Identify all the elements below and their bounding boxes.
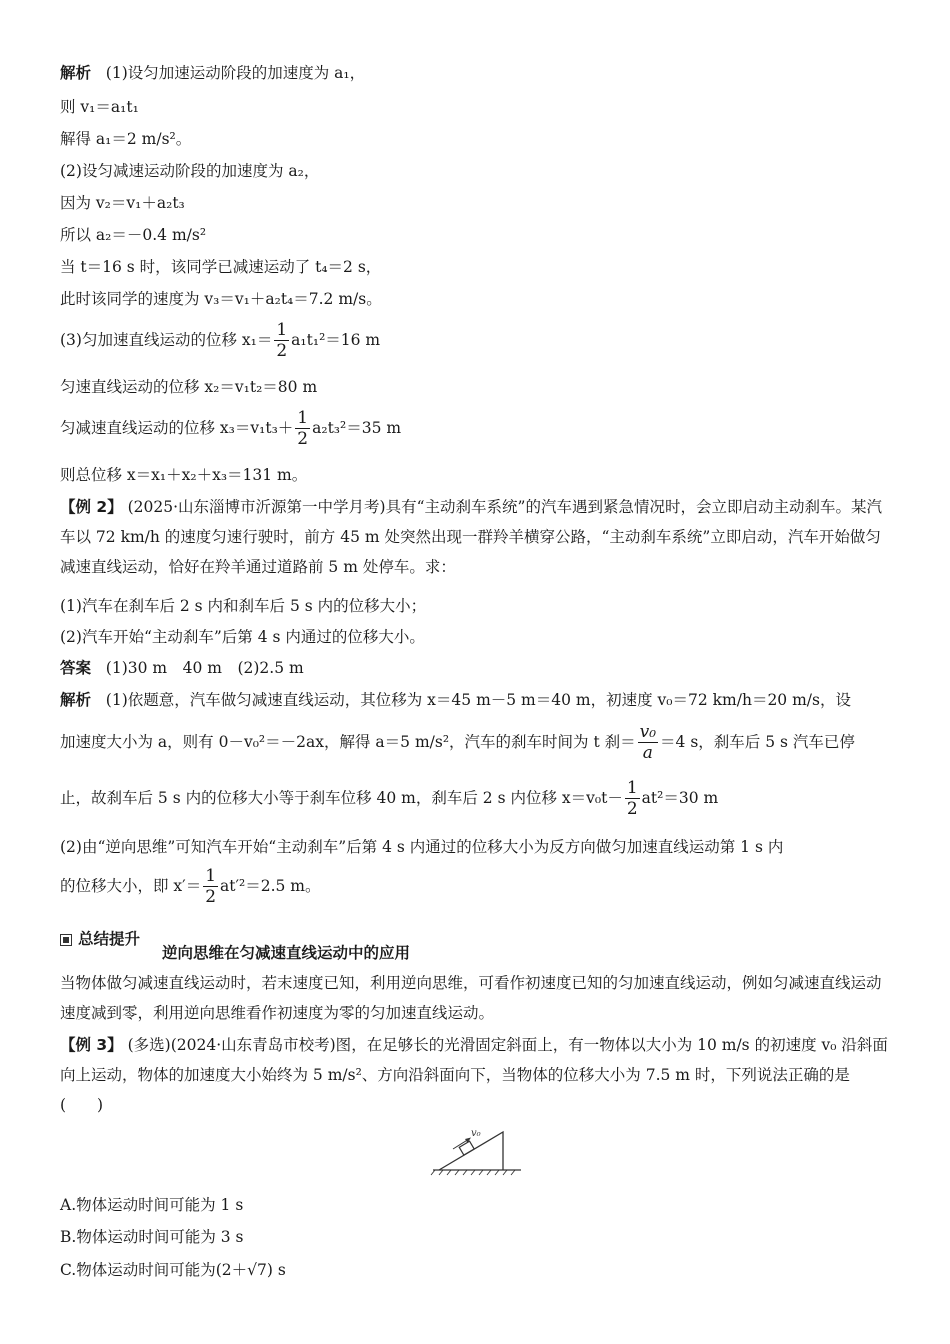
analysis-text: ＝4 s，刹车后 5 s 汽车已停 — [660, 733, 855, 751]
analysis-text: at′²＝2.5 m。 — [220, 877, 321, 895]
analysis-line-3: 解得 a₁＝2 m/s²。 — [60, 130, 192, 148]
analysis-text: 止，故刹车后 5 s 内的位移大小等于刹车位移 40 m，刹车后 2 s 内位移 x＝v₀t－ — [60, 789, 623, 807]
summary-text: 当物体做匀减速直线运动时，若末速度已知，利用逆向思维，可看作初速度已知的匀加速直线运动，例如匀减速直线运动速度减到零，利用逆向思维看作初速度为零的匀加速直线运动。 — [60, 974, 882, 1022]
analysis-line-4: (2)设匀减速运动阶段的加速度为 a₂， — [60, 162, 320, 180]
analysis-text: 加速度大小为 a，则有 0－v₀²＝－2ax，解得 a＝5 m/s²，汽车的刹车时间为 t 刹＝ — [60, 733, 636, 751]
analysis-line-6: 所以 a₂＝－0.4 m/s² — [60, 226, 207, 244]
ground-hatch — [431, 1170, 515, 1175]
incline-figure — [425, 1124, 525, 1178]
example2-question-2: (2)汽车开始“主动刹车”后第 4 s 内通过的位移大小。 — [60, 628, 425, 646]
example3-problem — [60, 1030, 890, 1120]
half-fraction: $\frac{1}{2}$ — [626, 778, 638, 819]
analysis-label: 解析 — [60, 64, 92, 82]
answer-label: 答案 — [60, 659, 92, 677]
example2-text: (2025·山东淄博市沂源第一中学月考)具有“主动刹车系统”的汽车遇到紧急情况时，会立即启动主动刹车。某汽车以 72 km/h 的速度匀速行驶时，前方 45 m 处突然出现一群羚羊横穿公路，“主动刹车系统”立即启动，汽车开始做匀减速直线运动，恰好在羚羊通过道路前 5 m 处停车。求： — [60, 498, 882, 576]
example2-problem — [60, 492, 890, 582]
option-a: A.物体运动时间可能为 1 s — [60, 1196, 244, 1214]
example2-label: 【例 2】 — [60, 498, 123, 516]
example2-answer — [60, 657, 304, 679]
option-b: B.物体运动时间可能为 3 s — [60, 1228, 244, 1246]
half-fraction: $\frac{1}{2}$ — [205, 866, 217, 907]
analysis-line-1 — [60, 62, 365, 84]
summary-title: 逆向思维在匀减速直线运动中的应用 — [162, 944, 411, 962]
example2-analysis-2 — [60, 724, 855, 762]
example2-analysis-1 — [60, 689, 851, 711]
x3-result: a₂t₃²＝35 m — [312, 419, 402, 437]
analysis-text: 的位移大小，即 x′＝ — [60, 877, 202, 895]
x1-result: a₁t₁²＝16 m — [291, 331, 381, 349]
example2-analysis-5 — [60, 868, 321, 906]
example2-analysis-3 — [60, 780, 718, 818]
half-fraction: $\frac{1}{2}$ — [276, 320, 288, 361]
analysis-line-8: 此时该同学的速度为 v₃＝v₁＋a₂t₄＝7.2 m/s。 — [60, 290, 382, 308]
x2-line: 匀速直线运动的位移 x₂＝v₁t₂＝80 m — [60, 378, 318, 396]
analysis-text: (1)设匀加速运动阶段的加速度为 a₁， — [105, 64, 366, 82]
x1-text: (3)匀加速直线运动的位移 x₁＝ — [60, 331, 273, 349]
example3-text: (多选)(2024·山东青岛市校考)图，在足够长的光滑固定斜面上，有一物体以大小为 10 m/s 的初速度 v₀ 沿斜面向上运动，物体的加速度大小始终为 5 m/s²、方向沿斜面向下，当物体的位移大小为 7.5 m 时，下列说法正确的是( ) — [60, 1036, 888, 1114]
brake-time-fraction: $\frac{\text{v₀}}{a}$ — [639, 722, 657, 763]
x3-formula-line — [60, 410, 401, 448]
v0-label: v₀ — [471, 1128, 481, 1139]
analysis-line-2: 则 v₁＝a₁t₁ — [60, 98, 139, 116]
x1-formula-line — [60, 322, 380, 360]
example3-label: 【例 3】 — [60, 1036, 123, 1054]
x3-text: 匀减速直线运动的位移 x₃＝v₁t₃＋ — [60, 419, 294, 437]
analysis-line-7: 当 t＝16 s 时，该同学已减速运动了 t₄＝2 s， — [60, 258, 382, 276]
answer-text: (1)30 m 40 m (2)2.5 m — [105, 659, 304, 677]
example2-question-1: (1)汽车在刹车后 2 s 内和刹车后 5 s 内的位移大小； — [60, 597, 427, 615]
option-c: C.物体运动时间可能为(2＋√7) s — [60, 1261, 286, 1279]
analysis-line-5: 因为 v₂＝v₁＋a₂t₃ — [60, 194, 185, 212]
summary-tag: 总结提升 — [78, 930, 141, 948]
analysis-text: at²＝30 m — [641, 789, 719, 807]
analysis-label: 解析 — [60, 691, 92, 709]
total-line: 则总位移 x＝x₁＋x₂＋x₃＝131 m。 — [60, 466, 308, 484]
half-fraction: $\frac{1}{2}$ — [297, 408, 309, 449]
example2-analysis-4: (2)由“逆向思维”可知汽车开始“主动刹车”后第 4 s 内通过的位移大小为反方向做匀加速直线运动第 1 s 内 — [60, 838, 784, 856]
summary-box-icon — [60, 934, 72, 946]
analysis-text: (1)依题意，汽车做匀减速直线运动，其位移为 x＝45 m－5 m＝40 m，初速度 v₀＝72 km/h＝20 m/s，设 — [105, 691, 851, 709]
